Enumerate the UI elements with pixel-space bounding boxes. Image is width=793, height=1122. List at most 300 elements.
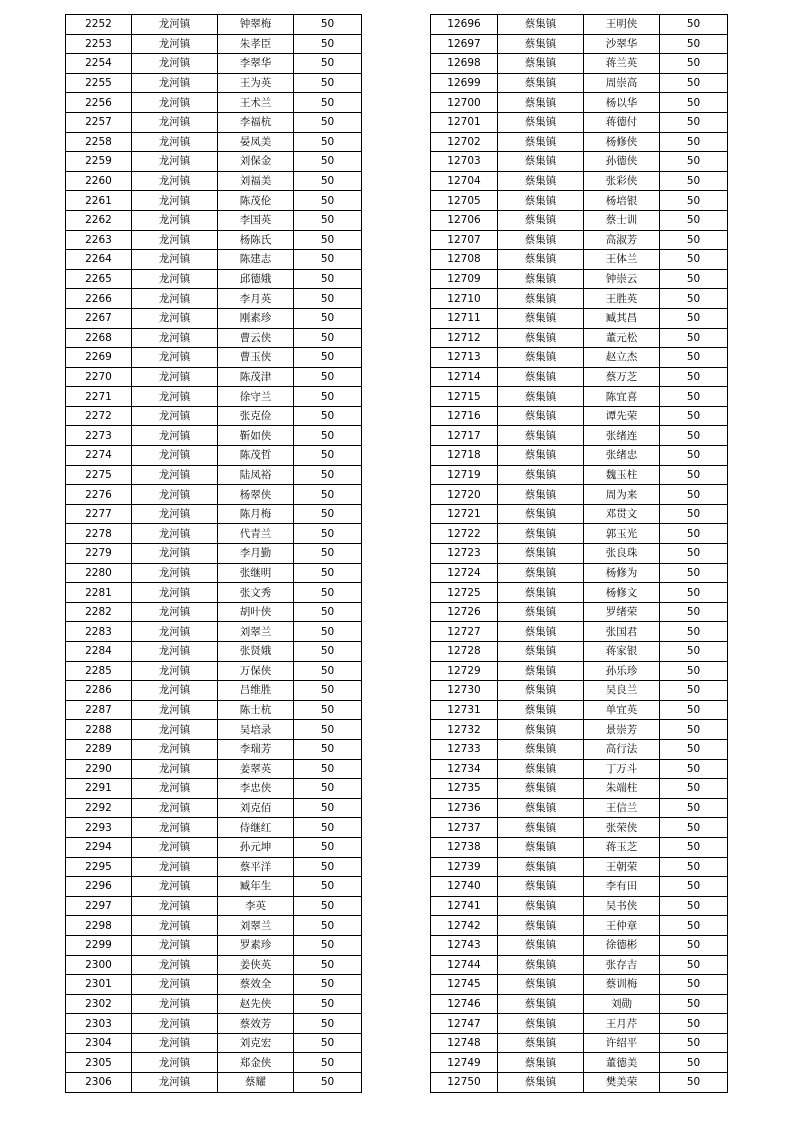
name-cell: 徐德彬 [584, 935, 660, 955]
amount-cell: 50 [660, 1053, 728, 1073]
town-cell: 蔡集镇 [498, 720, 584, 740]
serial-number-cell: 12722 [431, 524, 498, 544]
name-cell: 李忠侠 [218, 779, 294, 799]
amount-cell: 50 [660, 661, 728, 681]
serial-number-cell: 12743 [431, 935, 498, 955]
table-row [431, 857, 728, 877]
table-row [66, 269, 362, 289]
town-cell: 龙河镇 [132, 661, 218, 681]
town-cell: 龙河镇 [132, 132, 218, 152]
amount-cell: 50 [660, 818, 728, 838]
town-cell: 龙河镇 [132, 465, 218, 485]
amount-cell: 50 [660, 779, 728, 799]
town-cell: 龙河镇 [132, 994, 218, 1014]
serial-number-cell: 12707 [431, 230, 498, 250]
table-row [66, 348, 362, 368]
amount-cell: 50 [294, 289, 362, 309]
town-cell: 蔡集镇 [498, 622, 584, 642]
name-cell: 刘福美 [218, 171, 294, 191]
town-cell: 龙河镇 [132, 622, 218, 642]
amount-cell: 50 [294, 308, 362, 328]
table-row [431, 328, 728, 348]
name-cell: 王月芹 [584, 1014, 660, 1034]
name-cell: 侍继红 [218, 818, 294, 838]
name-cell: 陈士杭 [218, 700, 294, 720]
serial-number-cell: 12708 [431, 250, 498, 270]
serial-number-cell: 12750 [431, 1073, 498, 1093]
town-cell: 蔡集镇 [498, 1033, 584, 1053]
name-cell: 张存吉 [584, 955, 660, 975]
name-cell: 郭玉光 [584, 524, 660, 544]
serial-number-cell: 12714 [431, 367, 498, 387]
name-cell: 吴书侠 [584, 896, 660, 916]
name-cell: 陈茂伦 [218, 191, 294, 211]
name-cell: 杨翠侠 [218, 485, 294, 505]
name-cell: 李翠华 [218, 54, 294, 74]
serial-number-cell: 2281 [66, 583, 132, 603]
name-cell: 王术兰 [218, 93, 294, 113]
town-cell: 蔡集镇 [498, 387, 584, 407]
town-cell: 龙河镇 [132, 524, 218, 544]
name-cell: 张绪连 [584, 426, 660, 446]
amount-cell: 50 [660, 485, 728, 505]
amount-cell: 50 [660, 210, 728, 230]
amount-cell: 50 [660, 759, 728, 779]
town-cell: 蔡集镇 [498, 132, 584, 152]
amount-cell: 50 [660, 700, 728, 720]
town-cell: 龙河镇 [132, 328, 218, 348]
amount-cell: 50 [294, 681, 362, 701]
name-cell: 王明侠 [584, 15, 660, 35]
name-cell: 蒋兰英 [584, 54, 660, 74]
town-cell: 龙河镇 [132, 544, 218, 564]
amount-cell: 50 [294, 563, 362, 583]
name-cell: 张贤娥 [218, 642, 294, 662]
town-cell: 龙河镇 [132, 504, 218, 524]
amount-cell: 50 [660, 622, 728, 642]
town-cell: 蔡集镇 [498, 857, 584, 877]
town-cell: 蔡集镇 [498, 230, 584, 250]
serial-number-cell: 2258 [66, 132, 132, 152]
table-row [431, 1053, 728, 1073]
town-cell: 蔡集镇 [498, 935, 584, 955]
amount-cell: 50 [660, 387, 728, 407]
table-row [431, 465, 728, 485]
serial-number-cell: 2278 [66, 524, 132, 544]
table-row [431, 250, 728, 270]
table-row [431, 34, 728, 54]
town-cell: 蔡集镇 [498, 34, 584, 54]
town-cell: 龙河镇 [132, 837, 218, 857]
table-row [431, 446, 728, 466]
town-cell: 龙河镇 [132, 720, 218, 740]
town-cell: 蔡集镇 [498, 504, 584, 524]
name-cell: 靳如侠 [218, 426, 294, 446]
table-row [66, 406, 362, 426]
serial-number-cell: 12705 [431, 191, 498, 211]
serial-number-cell: 2288 [66, 720, 132, 740]
name-cell: 蔡训梅 [584, 975, 660, 995]
town-cell: 龙河镇 [132, 308, 218, 328]
amount-cell: 50 [660, 504, 728, 524]
table-row [431, 132, 728, 152]
name-cell: 蒋家银 [584, 642, 660, 662]
serial-number-cell: 2304 [66, 1033, 132, 1053]
town-cell: 蔡集镇 [498, 975, 584, 995]
amount-cell: 50 [294, 916, 362, 936]
name-cell: 钟翠梅 [218, 15, 294, 35]
table-row [431, 426, 728, 446]
serial-number-cell: 2282 [66, 602, 132, 622]
town-cell: 蔡集镇 [498, 877, 584, 897]
name-cell: 张绪忠 [584, 446, 660, 466]
amount-cell: 50 [294, 896, 362, 916]
amount-cell: 50 [294, 524, 362, 544]
name-cell: 刘克佰 [218, 798, 294, 818]
town-cell: 龙河镇 [132, 289, 218, 309]
amount-cell: 50 [660, 544, 728, 564]
amount-cell: 50 [660, 955, 728, 975]
serial-number-cell: 12748 [431, 1033, 498, 1053]
table-row [66, 857, 362, 877]
amount-cell: 50 [660, 308, 728, 328]
right-roster-body [431, 15, 728, 1093]
amount-cell: 50 [294, 250, 362, 270]
table-row [431, 210, 728, 230]
name-cell: 张文秀 [218, 583, 294, 603]
name-cell: 曹云侠 [218, 328, 294, 348]
town-cell: 龙河镇 [132, 1033, 218, 1053]
town-cell: 龙河镇 [132, 93, 218, 113]
table-row [431, 916, 728, 936]
name-cell: 李瑞芳 [218, 739, 294, 759]
town-cell: 蔡集镇 [498, 406, 584, 426]
town-cell: 蔡集镇 [498, 818, 584, 838]
town-cell: 龙河镇 [132, 73, 218, 93]
town-cell: 蔡集镇 [498, 1014, 584, 1034]
amount-cell: 50 [660, 426, 728, 446]
serial-number-cell: 12697 [431, 34, 498, 54]
serial-number-cell: 12745 [431, 975, 498, 995]
amount-cell: 50 [660, 15, 728, 35]
name-cell: 李福杭 [218, 112, 294, 132]
name-cell: 曹玉侠 [218, 348, 294, 368]
amount-cell: 50 [294, 132, 362, 152]
name-cell: 杨培银 [584, 191, 660, 211]
name-cell: 蔡效芳 [218, 1014, 294, 1034]
table-row [66, 779, 362, 799]
name-cell: 周为来 [584, 485, 660, 505]
amount-cell: 50 [294, 54, 362, 74]
town-cell: 龙河镇 [132, 759, 218, 779]
table-row [431, 112, 728, 132]
table-row [431, 171, 728, 191]
serial-number-cell: 12731 [431, 700, 498, 720]
name-cell: 王为英 [218, 73, 294, 93]
serial-number-cell: 12720 [431, 485, 498, 505]
serial-number-cell: 12721 [431, 504, 498, 524]
table-row [431, 818, 728, 838]
town-cell: 蔡集镇 [498, 700, 584, 720]
town-cell: 龙河镇 [132, 446, 218, 466]
amount-cell: 50 [660, 583, 728, 603]
amount-cell: 50 [660, 348, 728, 368]
left-roster-table [65, 14, 362, 1093]
serial-number-cell: 2280 [66, 563, 132, 583]
table-row [431, 348, 728, 368]
table-row [431, 406, 728, 426]
amount-cell: 50 [660, 524, 728, 544]
town-cell: 龙河镇 [132, 54, 218, 74]
serial-number-cell: 2274 [66, 446, 132, 466]
name-cell: 王仲章 [584, 916, 660, 936]
amount-cell: 50 [660, 798, 728, 818]
amount-cell: 50 [294, 406, 362, 426]
name-cell: 张良珠 [584, 544, 660, 564]
serial-number-cell: 2283 [66, 622, 132, 642]
town-cell: 蔡集镇 [498, 642, 584, 662]
amount-cell: 50 [660, 739, 728, 759]
name-cell: 胡叶侠 [218, 602, 294, 622]
amount-cell: 50 [294, 975, 362, 995]
name-cell: 孙元坤 [218, 837, 294, 857]
serial-number-cell: 2294 [66, 837, 132, 857]
serial-number-cell: 2284 [66, 642, 132, 662]
name-cell: 王信兰 [584, 798, 660, 818]
name-cell: 刘翠兰 [218, 916, 294, 936]
town-cell: 蔡集镇 [498, 308, 584, 328]
table-row [431, 877, 728, 897]
name-cell: 刚素珍 [218, 308, 294, 328]
name-cell: 徐守兰 [218, 387, 294, 407]
amount-cell: 50 [294, 857, 362, 877]
table-row [66, 446, 362, 466]
town-cell: 蔡集镇 [498, 328, 584, 348]
name-cell: 张国君 [584, 622, 660, 642]
serial-number-cell: 2299 [66, 935, 132, 955]
table-row [66, 504, 362, 524]
table-row [431, 642, 728, 662]
amount-cell: 50 [660, 1033, 728, 1053]
town-cell: 蔡集镇 [498, 602, 584, 622]
serial-number-cell: 2271 [66, 387, 132, 407]
amount-cell: 50 [660, 975, 728, 995]
name-cell: 李月勤 [218, 544, 294, 564]
serial-number-cell: 2256 [66, 93, 132, 113]
name-cell: 丁万斗 [584, 759, 660, 779]
table-row [66, 34, 362, 54]
serial-number-cell: 12742 [431, 916, 498, 936]
amount-cell: 50 [294, 348, 362, 368]
amount-cell: 50 [294, 1014, 362, 1034]
town-cell: 龙河镇 [132, 1014, 218, 1034]
serial-number-cell: 2305 [66, 1053, 132, 1073]
town-cell: 蔡集镇 [498, 916, 584, 936]
table-row [66, 367, 362, 387]
amount-cell: 50 [294, 1073, 362, 1093]
serial-number-cell: 12727 [431, 622, 498, 642]
name-cell: 刘克宏 [218, 1033, 294, 1053]
town-cell: 龙河镇 [132, 779, 218, 799]
table-row [431, 544, 728, 564]
name-cell: 李有田 [584, 877, 660, 897]
town-cell: 龙河镇 [132, 896, 218, 916]
amount-cell: 50 [660, 269, 728, 289]
right-roster-table [430, 14, 728, 1093]
name-cell: 孙德侠 [584, 152, 660, 172]
amount-cell: 50 [660, 367, 728, 387]
serial-number-cell: 2277 [66, 504, 132, 524]
amount-cell: 50 [294, 739, 362, 759]
table-row [431, 308, 728, 328]
amount-cell: 50 [294, 93, 362, 113]
table-row [66, 328, 362, 348]
town-cell: 蔡集镇 [498, 446, 584, 466]
serial-number-cell: 2268 [66, 328, 132, 348]
table-row [431, 367, 728, 387]
town-cell: 蔡集镇 [498, 15, 584, 35]
serial-number-cell: 12747 [431, 1014, 498, 1034]
table-row [66, 308, 362, 328]
table-row [66, 837, 362, 857]
town-cell: 龙河镇 [132, 1073, 218, 1093]
table-row [66, 602, 362, 622]
amount-cell: 50 [660, 73, 728, 93]
table-row [431, 524, 728, 544]
serial-number-cell: 12725 [431, 583, 498, 603]
table-row [66, 700, 362, 720]
serial-number-cell: 12726 [431, 602, 498, 622]
town-cell: 蔡集镇 [498, 426, 584, 446]
table-row [66, 583, 362, 603]
name-cell: 臧年生 [218, 877, 294, 897]
name-cell: 杨以华 [584, 93, 660, 113]
name-cell: 钟崇云 [584, 269, 660, 289]
town-cell: 蔡集镇 [498, 269, 584, 289]
serial-number-cell: 2297 [66, 896, 132, 916]
serial-number-cell: 12736 [431, 798, 498, 818]
name-cell: 陈茂津 [218, 367, 294, 387]
table-row [66, 661, 362, 681]
town-cell: 蔡集镇 [498, 73, 584, 93]
serial-number-cell: 2270 [66, 367, 132, 387]
amount-cell: 50 [660, 720, 728, 740]
name-cell: 姜翠英 [218, 759, 294, 779]
table-row [66, 485, 362, 505]
amount-cell: 50 [294, 1033, 362, 1053]
serial-number-cell: 12740 [431, 877, 498, 897]
amount-cell: 50 [660, 896, 728, 916]
serial-number-cell: 2301 [66, 975, 132, 995]
name-cell: 杨修侠 [584, 132, 660, 152]
amount-cell: 50 [660, 328, 728, 348]
table-row [431, 73, 728, 93]
amount-cell: 50 [660, 191, 728, 211]
serial-number-cell: 12712 [431, 328, 498, 348]
amount-cell: 50 [294, 798, 362, 818]
name-cell: 李月英 [218, 289, 294, 309]
table-row [66, 132, 362, 152]
table-row [66, 798, 362, 818]
table-row [431, 1073, 728, 1093]
name-cell: 周崇高 [584, 73, 660, 93]
serial-number-cell: 2262 [66, 210, 132, 230]
name-cell: 李国英 [218, 210, 294, 230]
serial-number-cell: 12698 [431, 54, 498, 74]
amount-cell: 50 [294, 504, 362, 524]
amount-cell: 50 [660, 406, 728, 426]
serial-number-cell: 2257 [66, 112, 132, 132]
name-cell: 高淑芳 [584, 230, 660, 250]
table-row [431, 269, 728, 289]
name-cell: 杨修为 [584, 563, 660, 583]
serial-number-cell: 12718 [431, 446, 498, 466]
name-cell: 张彩侠 [584, 171, 660, 191]
amount-cell: 50 [660, 112, 728, 132]
name-cell: 蔡耀 [218, 1073, 294, 1093]
serial-number-cell: 2303 [66, 1014, 132, 1034]
amount-cell: 50 [294, 1053, 362, 1073]
town-cell: 蔡集镇 [498, 367, 584, 387]
name-cell: 刘保金 [218, 152, 294, 172]
amount-cell: 50 [660, 994, 728, 1014]
name-cell: 姜侠英 [218, 955, 294, 975]
table-row [431, 700, 728, 720]
name-cell: 臧其昌 [584, 308, 660, 328]
name-cell: 蔡平洋 [218, 857, 294, 877]
town-cell: 蔡集镇 [498, 994, 584, 1014]
name-cell: 邓贯文 [584, 504, 660, 524]
town-cell: 龙河镇 [132, 1053, 218, 1073]
town-cell: 龙河镇 [132, 583, 218, 603]
name-cell: 刘勋 [584, 994, 660, 1014]
table-row [66, 1053, 362, 1073]
amount-cell: 50 [294, 171, 362, 191]
table-row [66, 818, 362, 838]
table-row [431, 1033, 728, 1053]
serial-number-cell: 12711 [431, 308, 498, 328]
serial-number-cell: 2275 [66, 465, 132, 485]
name-cell: 陈月梅 [218, 504, 294, 524]
name-cell: 董元松 [584, 328, 660, 348]
serial-number-cell: 2263 [66, 230, 132, 250]
serial-number-cell: 2255 [66, 73, 132, 93]
serial-number-cell: 2266 [66, 289, 132, 309]
table-row [66, 15, 362, 35]
serial-number-cell: 12738 [431, 837, 498, 857]
name-cell: 陈建志 [218, 250, 294, 270]
amount-cell: 50 [660, 54, 728, 74]
town-cell: 蔡集镇 [498, 210, 584, 230]
amount-cell: 50 [294, 446, 362, 466]
left-roster-body [66, 15, 362, 1093]
amount-cell: 50 [660, 916, 728, 936]
name-cell: 许绍平 [584, 1033, 660, 1053]
serial-number-cell: 12700 [431, 93, 498, 113]
town-cell: 龙河镇 [132, 112, 218, 132]
table-row [431, 779, 728, 799]
name-cell: 蔡万芝 [584, 367, 660, 387]
amount-cell: 50 [660, 289, 728, 309]
town-cell: 蔡集镇 [498, 112, 584, 132]
serial-number-cell: 12724 [431, 563, 498, 583]
amount-cell: 50 [294, 759, 362, 779]
name-cell: 蒋玉芝 [584, 837, 660, 857]
name-cell: 朱孝臣 [218, 34, 294, 54]
table-row [66, 975, 362, 995]
town-cell: 蔡集镇 [498, 798, 584, 818]
town-cell: 蔡集镇 [498, 93, 584, 113]
